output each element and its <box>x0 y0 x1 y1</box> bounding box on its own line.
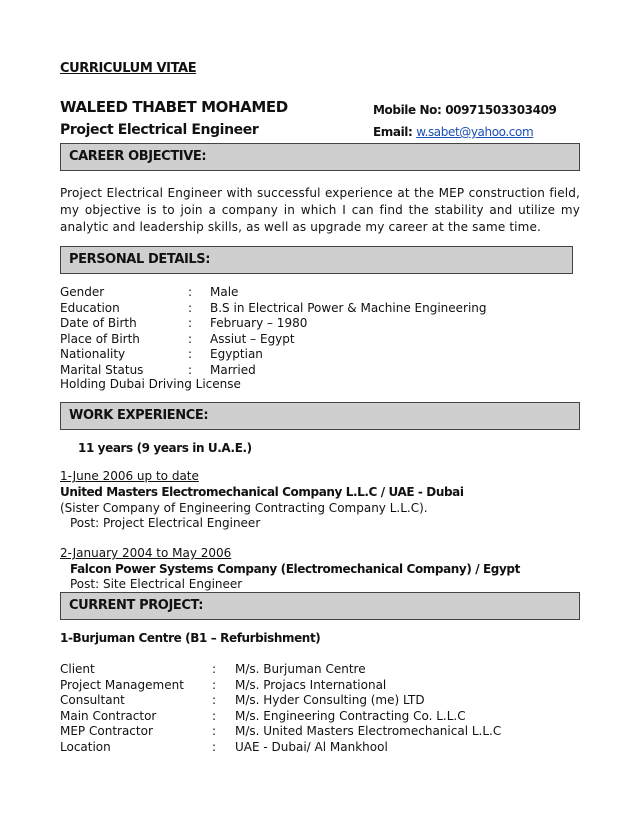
mobile-line <box>373 103 556 118</box>
project-title: 1-Burjuman Centre (B1 – Refurbishment) <box>60 631 321 645</box>
project-detail-separator: : <box>212 724 217 738</box>
project-detail-value: UAE - Dubai/ Al Mankhool <box>235 739 388 754</box>
personal-detail-value: Egyptian <box>210 347 263 361</box>
project-detail-separator: : <box>212 708 217 723</box>
personal-detail-separator: : <box>188 300 193 315</box>
job-1-post: Post: Project Electrical Engineer <box>70 516 261 530</box>
driving-license: Holding Dubai Driving License <box>60 377 241 391</box>
candidate-role: Project Electrical Engineer <box>60 122 259 138</box>
project-detail-separator: : <box>212 693 217 707</box>
personal-detail-label: Education <box>60 300 120 315</box>
personal-detail-label: Marital Status <box>60 362 144 377</box>
job-1-period: 1-June 2006 up to date <box>60 469 199 483</box>
career-objective-text: Project Electrical Engineer with successful experience at the MEP construction field, my objective is to join a company in which I can find the stability and utilize my analytic and leadership skills, as well as upgrade my career at the same time. <box>60 186 580 234</box>
career-objective-header <box>60 143 580 171</box>
project-detail-value: M/s. Projacs International <box>235 677 387 692</box>
project-detail-separator: : <box>212 677 217 692</box>
personal-detail-separator: : <box>188 362 193 377</box>
candidate-name: WALEED THABET MOHAMED <box>60 98 288 116</box>
work-experience-heading: WORK EXPERIENCE: <box>69 408 209 423</box>
personal-detail-label: Nationality <box>60 347 126 361</box>
personal-detail-separator: : <box>188 316 193 330</box>
personal-detail-value: Male <box>210 285 239 299</box>
personal-details-heading: PERSONAL DETAILS: <box>69 252 211 267</box>
project-detail-value: M/s. Engineering Contracting Co. L.L.C <box>235 708 466 723</box>
project-detail-value: M/s. Hyder Consulting (me) LTD <box>235 693 425 707</box>
current-project-header <box>60 592 580 620</box>
project-detail-label: Project Management <box>60 677 184 692</box>
project-detail-label: Client <box>60 662 95 676</box>
job-2-post: Post: Site Electrical Engineer <box>70 577 243 591</box>
email-link[interactable]: w.sabet@yahoo.com <box>416 125 534 139</box>
personal-detail-label: Gender <box>60 285 105 299</box>
project-detail-label: MEP Contractor <box>60 724 153 738</box>
job-2-company: Falcon Power Systems Company (Electromechanical Company) / Egypt <box>70 562 520 576</box>
email-label: Email: <box>373 125 413 139</box>
current-project-heading: CURRENT PROJECT: <box>69 598 204 613</box>
personal-detail-label: Place of Birth <box>60 331 140 346</box>
personal-details-header <box>60 246 573 274</box>
project-detail-separator: : <box>212 662 217 676</box>
project-detail-label: Location <box>60 739 111 754</box>
personal-detail-separator: : <box>188 347 193 361</box>
mobile-number: 00971503303409 <box>445 103 557 117</box>
personal-detail-value: February – 1980 <box>210 316 308 330</box>
job-1-note: (Sister Company of Engineering Contracting Company L.L.C). <box>60 501 428 515</box>
personal-detail-separator: : <box>188 285 193 299</box>
experience-summary: 11 years (9 years in U.A.E.) <box>78 441 252 455</box>
project-detail-value: M/s. Burjuman Centre <box>235 662 366 676</box>
email-line <box>373 125 533 140</box>
document-title: CURRICULUM VITAE <box>60 61 197 76</box>
work-experience-header <box>60 402 580 430</box>
personal-detail-label: Date of Birth <box>60 316 137 330</box>
job-2-period: 2-January 2004 to May 2006 <box>60 546 232 560</box>
mobile-label: Mobile No: <box>373 103 442 117</box>
project-detail-separator: : <box>212 739 217 754</box>
personal-detail-value: B.S in Electrical Power & Machine Engineering <box>210 300 487 315</box>
project-detail-value: M/s. United Masters Electromechanical L.L.C <box>235 724 502 738</box>
job-1-company: United Masters Electromechanical Company L.L.C / UAE - Dubai <box>60 485 464 499</box>
personal-detail-separator: : <box>188 331 193 346</box>
career-objective-heading: CAREER OBJECTIVE: <box>69 149 207 164</box>
project-detail-label: Main Contractor <box>60 708 157 723</box>
project-detail-label: Consultant <box>60 693 125 707</box>
personal-detail-value: Married <box>210 362 256 377</box>
personal-detail-value: Assiut – Egypt <box>210 331 295 346</box>
